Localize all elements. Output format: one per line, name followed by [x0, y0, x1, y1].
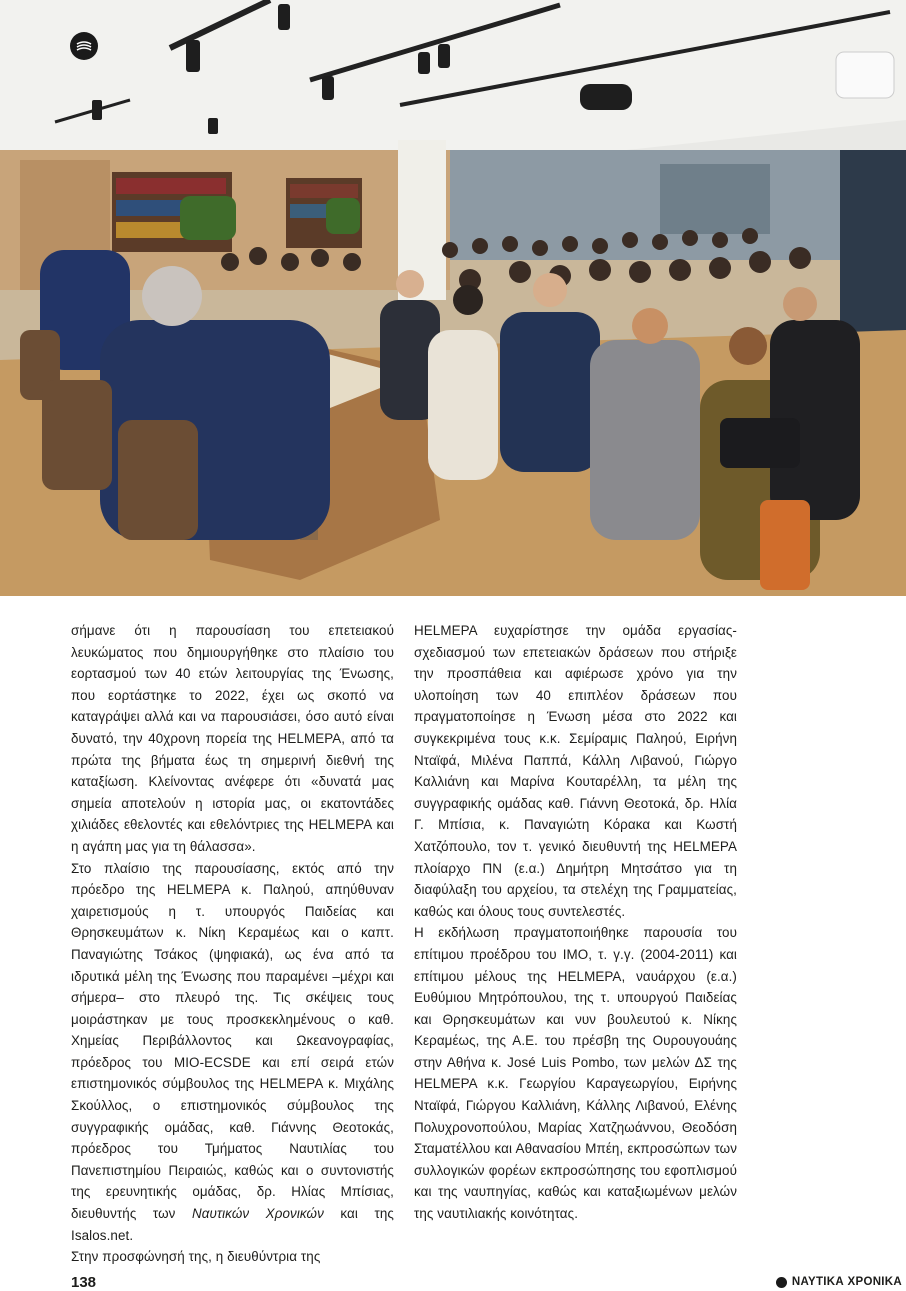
article-paragraph [71, 858, 394, 1247]
article-column-right [414, 620, 737, 1225]
article-paragraph: σήμανε ότι η παρουσίαση του επετειακού λευκώματος που δημιουργήθηκε στο πλαίσιο του εορτασμού των 40 ετών λειτουργίας της Ένωσης, που εορτάστηκε το 2022, έχει ως σκοπό να καταγράψει αλλά και να παρουσιάσει, όσο αυτό είναι δυνατό, την 40χρονη πορεία της HELMEPA, από τα πρώτα της βήματα έως τη σημερινή διεθνή της καταξίωση. Κλείνοντας ανέφερε ότι «δυνατά μας σημεία αποτελούν η ιστορία μας, οι εκατοντάδες χιλιάδες εθελοντές και εθελόντριες της HELMEPA και η αγάπη μας για τη θάλασσα». [71, 623, 394, 854]
article-paragraph: Η εκδήλωση πραγματοποιήθηκε παρουσία του επίτιμου προέδρου του ΙΜΟ, τ. γ.γ. (2004-2011) και επίτιμου μέλους της HELMEPA, ναυάρχου (ε.α.) Ευθύμιου Μητρόπουλου, της τ. υπουργού Παιδείας και Θρησκευμάτων και νυν βουλευτού κ. Νίκης Κεραμέως, της Α.Ε. του πρέσβη της Ουρουγουάης στην Αθήνα κ. José Luis Pombo, των μελών ΔΣ της HELMEPA κ.κ. Γεωργίου Καραγεωργίου, Ειρήνης Νταϊφά, Γιώργου Καλλιάνη, Κάλλης Λιβανού, Ελένης Πολυχρονοπούλου, Μαρίας Χατζηωάννου, Θεοδόση Σταματέλλου και Αθανασίου Μπέη, εκπροσώπων των συλλογικών φορέων εκπροσώπησης του εφοπλισμού και της ναυπηγίας, καθώς και καταξιωμένων μελών της ναυτιλιακής κοινότητας. [414, 925, 737, 1222]
article-paragraph: HELMEPA ευχαρίστησε την ομάδα εργασίας-σχεδιασμού των επετειακών δράσεων που στήριξε την προσπάθεια και αφιέρωσε χρόνο για την υλοποίηση των 40 επιπλέον δράσεων που πραγματοποίησε η Ένωση μέσα στο 2022 και συγκεκριμένα τους κ.κ. Σεμίραμις Παληού, Ειρήνη Νταϊφά, Μιλένα Παππά, Κάλλη Λιβανού, Γιώργο Καλλιάνη και Μαρίνα Κουταρέλλη, τα μέλη της συγγραφικής ομάδας καθ. Γιάννη Θεοτοκά, δρ. Ηλία Γ. Μπίσια, κ. Παναγιώτη Κόρακα και Κωστή Χατζόπουλο, τον τ. γενικό διευθυντή της HELMEPA πλοίαρχο ΠΝ (ε.α.) Δημήτρη Μητσάτσο για τη διαφύλαξη του αρχείου, τα στελέχη της Γραμματείας, καθώς και όλους τους συντελεστές. [414, 623, 737, 919]
event-photo [0, 0, 906, 596]
article-paragraph: Στην προσφώνησή της, η διευθύντρια της [71, 1249, 321, 1265]
publication-masthead [776, 1276, 902, 1288]
publication-mark-icon [776, 1277, 787, 1288]
publication-title: ΝΑΥΤΙΚΑ ΧΡΟΝΙΚΑ [791, 1276, 902, 1288]
paragraph-text: και της Isalos.net. [71, 1206, 394, 1243]
event-photo-illustration [0, 0, 906, 596]
page-number: 138 [71, 1274, 97, 1291]
publication-logo-icon [70, 32, 98, 60]
publication-name: Ναυτικών Χρονικών [192, 1206, 324, 1222]
paragraph-text: Στο πλαίσιο της παρουσίασης, εκτός από την πρόεδρο της HELMEPA κ. Παληού, απηύθυναν χαιρετισμούς η τ. υπουργός Παιδείας και Θρησκευμάτων κ. Νίκη Κεραμέως και ο καπτ. Παναγιώτης Τσάκος (ψηφιακά), ως ένα από τα ιδρυτικά μέλη της Ένωσης που παραμένει –μέχρι και σήμερα– στο πλευρό της. Τις σκέψεις τους μοιράστηκαν με τους προσκεκλημένους ο καθ. Χημείας Περιβάλλοντος και Ωκεανογραφίας, πρόεδρος του MIO-ECSDE και επί σειρά ετών επιστημονικός σύμβουλος της HELMEPA κ. Μιχάλης Σκούλλος, ο επιστημονικός σύμβουλος της συγγραφικής ομάδας, καθ. Γιάννης Θεοτοκάς, πρόεδρος του Τμήματος Ναυτιλίας του Πανεπιστημίου Πειραιώς, καθώς και ο συντονιστής της ερευνητικής ομάδας, δρ. Ηλίας Μπίσιας, διευθυντής των [71, 860, 394, 1222]
article-column-left [71, 620, 394, 1268]
